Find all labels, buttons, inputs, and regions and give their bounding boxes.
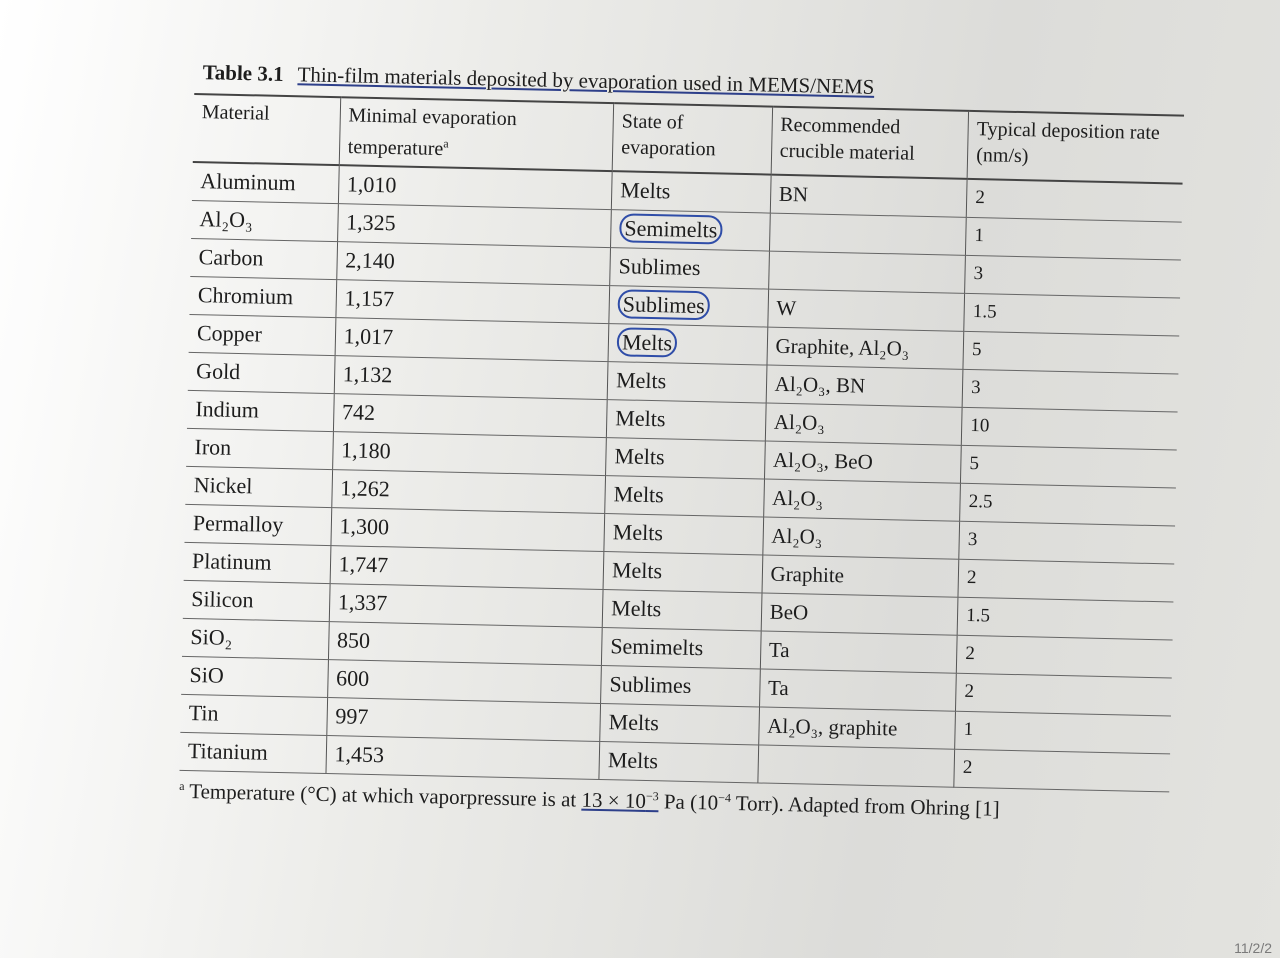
cell-crucible: BeO [761,593,958,635]
cell-rate: 1 [966,217,1182,260]
cell-material: Carbon [190,238,337,279]
cell-rate: 1 [955,711,1171,754]
cell-rate: 1.5 [957,597,1173,640]
cell-material: Copper [189,314,336,355]
cell-material: Al₂O₃ [191,200,338,241]
cell-state: Melts [600,703,759,744]
cell-crucible: Al₂O₃ [765,403,962,445]
cell-state: Melts [599,741,758,782]
cell-crucible [768,251,965,293]
cell-crucible: Ta [760,631,957,673]
cell-crucible: Al₂O₃, BN [766,365,963,407]
cell-temperature: 1,747 [330,545,604,589]
cell-state: Sublimes [610,247,769,288]
cell-state: Melts [607,361,766,402]
cell-rate: 2.5 [960,483,1176,526]
cell-rate: 2 [966,179,1182,222]
table-number: Table 3.1 [202,60,284,86]
footnote-exponent: −4 [718,790,732,805]
cell-temperature: 1,300 [331,507,605,551]
cell-temperature: 1,325 [337,203,611,247]
cell-crucible: Ta [759,669,956,711]
cell-material: Titanium [180,732,327,773]
cell-rate: 2 [956,635,1172,678]
cell-state: Sublimes [601,665,760,706]
cell-rate: 2 [958,559,1174,602]
cell-crucible [769,213,966,255]
cell-crucible: Al₂O₃ [763,479,960,521]
cell-material: SiO₂ [182,618,329,659]
cell-rate: 3 [959,521,1175,564]
cell-rate: 3 [962,369,1178,412]
cell-rate: 5 [961,445,1177,488]
footnote-text-mid: Pa (10 [658,788,719,815]
cell-state: Melts [605,475,764,516]
cell-material: Aluminum [192,162,339,204]
footnote-text-before: Temperature (°C) at which vaporpressure is at [188,778,582,812]
cell-crucible: Graphite, Al₂O₃ [767,327,964,369]
cell-state: Melts [606,437,765,478]
cell-temperature: 1,010 [338,165,612,209]
cell-material: Tin [180,694,327,735]
cell-state: Semimelts [601,627,760,668]
cell-material: Permalloy [184,504,331,545]
cell-temperature: 742 [333,393,607,437]
cell-temperature: 997 [326,697,600,741]
corner-date-text: 11/2/2 [1234,940,1272,956]
table-body [180,162,1183,792]
cell-state: Melts [604,513,763,554]
header-state-of-evaporation: State of evaporation [612,103,772,174]
cell-rate: 3 [965,255,1181,298]
cell-crucible: Al₂O₃ [762,517,959,559]
cell-crucible: Al₂O₃, graphite [758,707,955,749]
table-title: Thin-film materials deposited by evaporation used in MEMS/NEMS [297,62,875,99]
materials-table [179,93,1184,792]
cell-state: Melts [608,323,767,364]
cell-material: Chromium [189,276,336,317]
header-min-evaporation-temperature: Minimal evaporation temperature$^a$ [339,97,614,171]
cell-temperature: 1,262 [331,469,605,513]
header-material: Material [193,94,341,165]
header-recommended-crucible: Recommended crucible material [771,107,969,179]
cell-temperature: 600 [327,659,601,703]
cell-temperature: 1,337 [329,583,603,627]
footnote-text-after: Torr). Adapted from Ohring [1] [730,790,1000,821]
cell-temperature: 1,157 [336,279,610,323]
cell-state: Melts [602,589,761,630]
cell-state: Sublimes [609,285,768,326]
cell-temperature: 850 [328,621,602,665]
cell-temperature: 1,180 [332,431,606,475]
cell-material: Silicon [183,580,330,621]
document-sheet [179,60,1185,825]
cell-state: Melts [603,551,762,592]
footnote-marker: a [179,778,185,793]
cell-material: Indium [187,390,334,431]
cell-state: Melts [606,399,765,440]
cell-material: Nickel [185,466,332,507]
cell-crucible: W [767,289,964,331]
footnote-pressure-value: $13 \times 10^{-3}$ [581,787,659,813]
cell-rate: 10 [961,407,1177,450]
cell-material: Gold [188,352,335,393]
cell-crucible: Al₂O₃, BeO [764,441,961,483]
cell-rate: 2 [954,749,1170,792]
cell-rate: 2 [956,673,1172,716]
cell-state: Semimelts [611,209,770,250]
cell-temperature: 1,453 [326,735,600,779]
cell-material: Platinum [184,542,331,583]
header-deposition-rate: Typical deposition rate (nm/s) [967,111,1184,183]
cell-temperature: 1,132 [334,355,608,399]
cell-material: Iron [186,428,333,469]
cell-crucible [757,745,954,787]
cell-crucible: BN [770,174,967,217]
cell-state: Melts [611,171,770,213]
cell-crucible: Graphite [762,555,959,597]
cell-material: SiO [181,656,328,697]
cell-temperature: 1,017 [335,317,609,361]
cell-rate: 1.5 [964,293,1180,336]
cell-temperature: 2,140 [336,241,610,285]
cell-rate: 5 [963,331,1179,374]
header-footnote-marker: a [443,136,449,151]
